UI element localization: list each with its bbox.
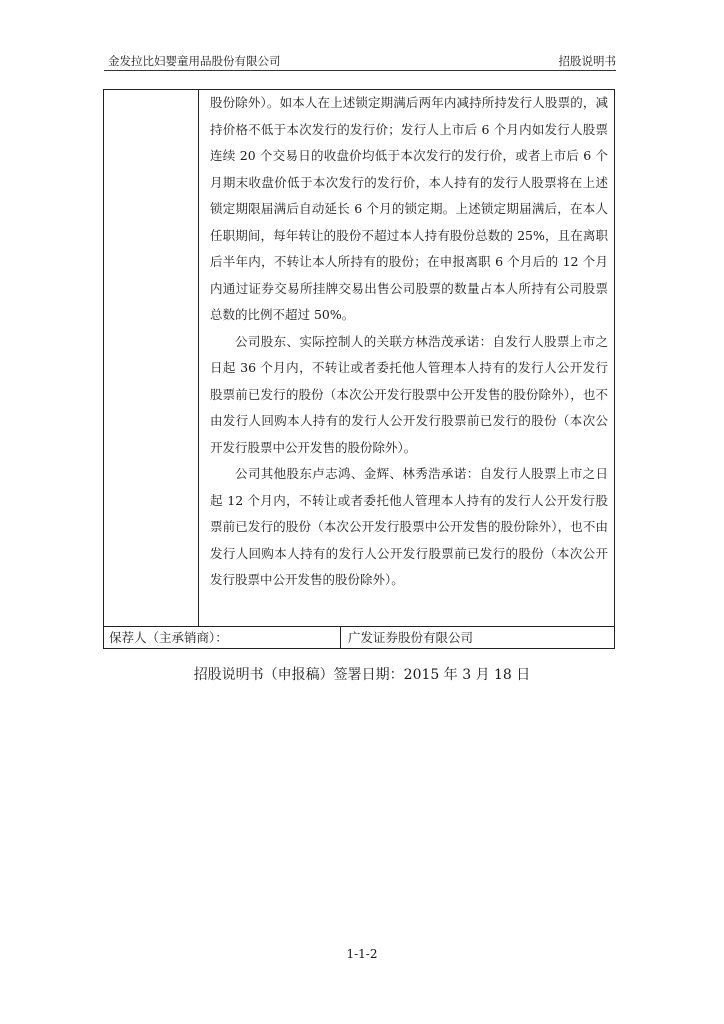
paragraph-related-party-commitment: 公司股东、实际控制人的关联方林浩茂承诺：自发行人股票上市之日起 36 个月内，不转让或者委托他人管理本人持有的发行人公开发行股票前已发行的股份（本次公开发行股票中公开发售的股份除外），也不由发行人回购本人持有的发行人公开发行股票前已发行的股份（本次公开发行股票中公开发售的股份除外）。 <box>210 333 608 455</box>
paragraph-other-shareholders-commitment: 公司其他股东卢志鸿、金辉、林秀浩承诺：自发行人股票上市之日起 12 个月内，不转让或者委托他人管理本人持有的发行人公开发行股票前已发行的股份（本次公开发行股票中公开发售的股份除外），也不由发行人回购本人持有的发行人公开发行股票前已发行的股份（本次公开发行股票中公开发售的股份除外）。 <box>210 466 608 587</box>
signing-date: 招股说明书（申报稿）签署日期：2015 年 3 月 18 日 <box>193 667 531 683</box>
header-doc-type: 招股说明书 <box>558 54 616 68</box>
paragraph-lockup-continued: 股份除外）。如本人在上述锁定期满后两年内减持所持发行人股票的，减持价格不低于本次发行的发行价；发行人上市后 6 个月内如发行人股票连续 20 个交易日的收盘价均低于本次发行的发行价，或者上市后 6 个月期末收盘价低于本次发行的发行价，本人持有的发行人股票将在上述锁定期限届满后自动延长 6 个月的锁定期。上述锁定期届满后，在本人任职期间，每年转让的股份不超过本人持有股份总数的 25%，且在离职后半年内，不转让本人所持有的股份；在申报离职 6 个月后的 12 个月内通过证券交易所挂牌交易出售公司股票的数量占本人所持有公司股票总数的比例不超过 50%。 <box>210 95 608 322</box>
header-company: 金发拉比妇婴童用品股份有限公司 <box>108 54 281 68</box>
commitment-table <box>103 89 615 649</box>
sponsor-column-divider <box>340 626 341 648</box>
commitment-text <box>210 90 608 594</box>
page-number: 1-1-2 <box>346 947 378 961</box>
header-rule <box>104 70 616 71</box>
sponsor-label: 保荐人（主承销商）： <box>109 630 228 645</box>
column-divider <box>198 90 199 626</box>
sponsor-value: 广发证券股份有限公司 <box>348 630 474 645</box>
